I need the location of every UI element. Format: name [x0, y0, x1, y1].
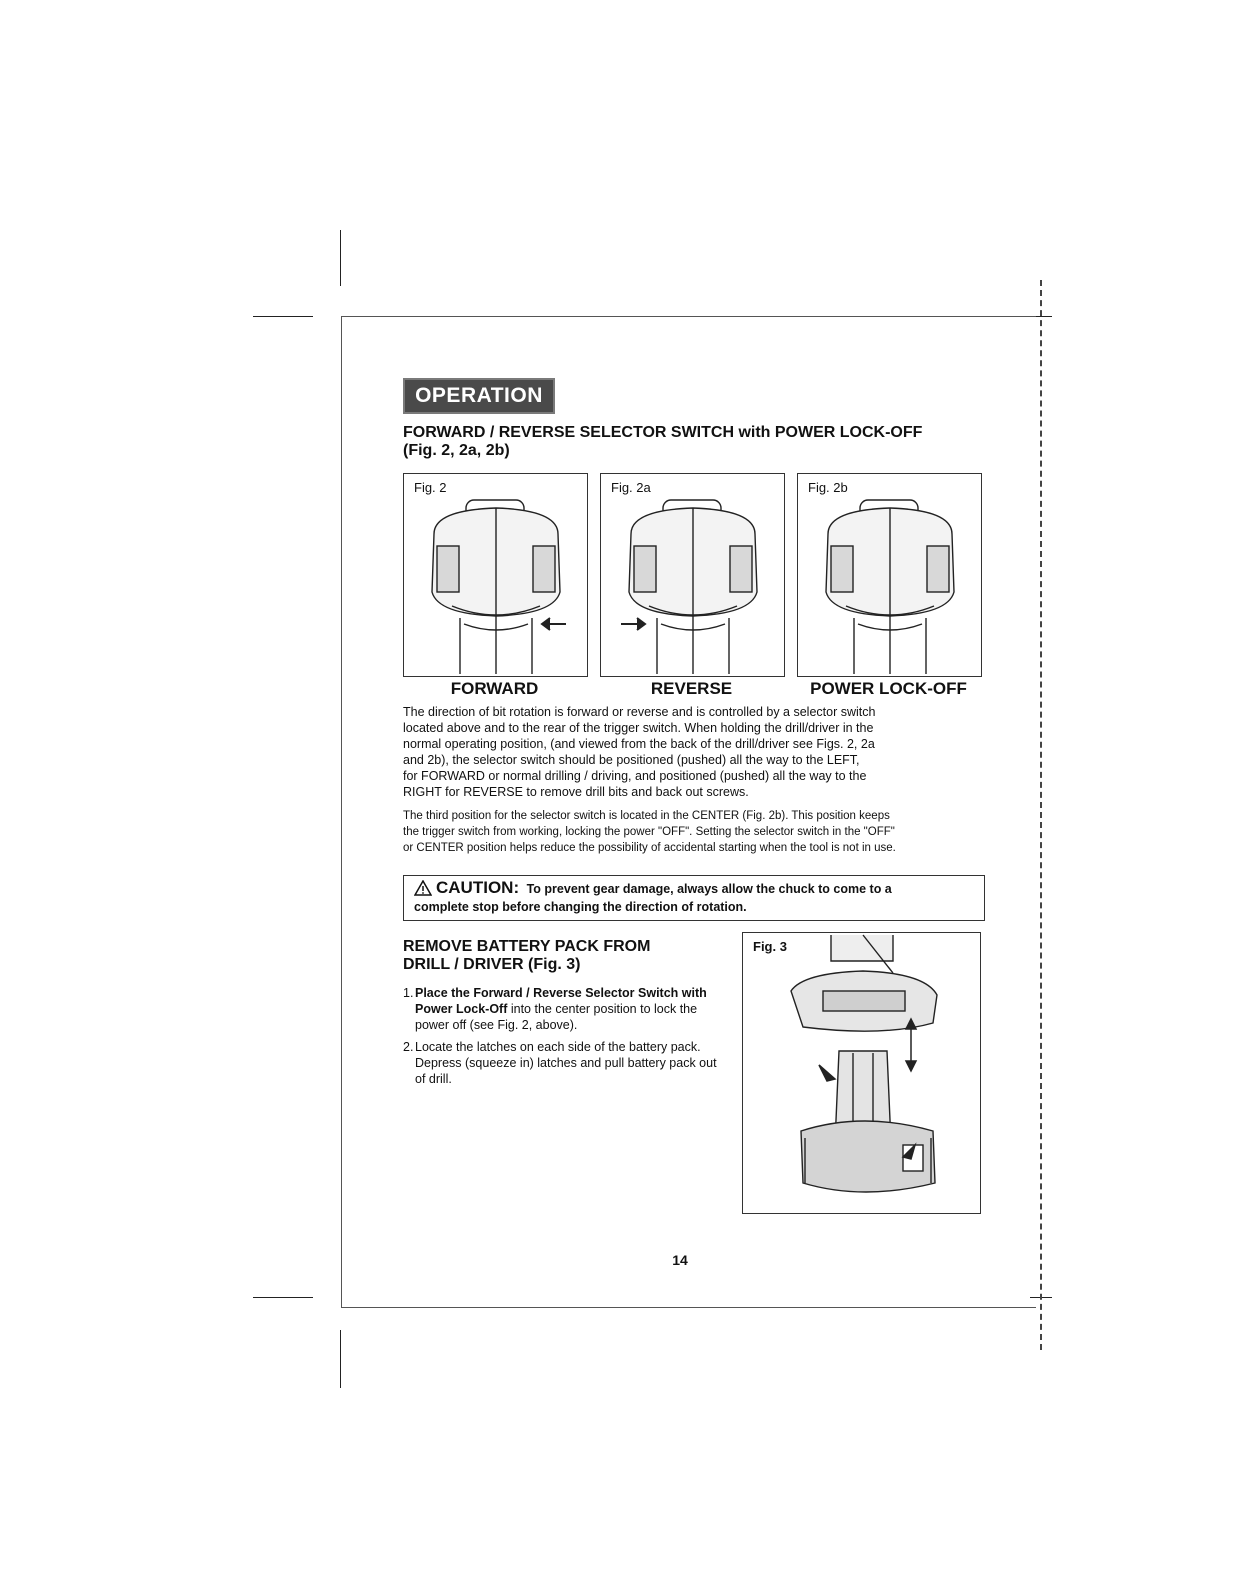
selector-switch-heading-line2: (Fig. 2, 2a, 2b) [403, 442, 510, 459]
fold-line [1040, 280, 1042, 1350]
warning-triangle-icon [414, 880, 432, 896]
step-text-bold: Place the Forward / Reverse Selector Switch with Power Lock-Off [415, 986, 707, 1016]
page-number: 14 [672, 1252, 688, 1268]
text-line: located above and to the rear of the trigger switch. When holding the drill/driver in the [403, 721, 874, 735]
caution-text-line2: complete stop before changing the direction of rotation. [414, 900, 747, 914]
step-number: 2. [403, 1040, 414, 1054]
figure-caption-reverse: REVERSE [650, 679, 733, 698]
figure-power-lock-off [797, 473, 982, 677]
section-title: OPERATION [403, 378, 555, 414]
selector-switch-paragraph-1 [403, 704, 993, 800]
list-item [403, 985, 723, 1033]
figure-label: Fig. 2 [414, 480, 447, 495]
step-text [415, 1039, 720, 1087]
figure-battery-removal [742, 932, 981, 1214]
drill-rear-view-illustration [404, 474, 587, 676]
step-text-rest: Locate the latches on each side of the battery pack. Depress (squeeze in) latches and pull battery pack out of drill. [415, 1040, 717, 1086]
text-line: RIGHT for REVERSE to remove drill bits and back out screws. [403, 785, 749, 799]
drill-rear-view-illustration [601, 474, 784, 676]
figure-reverse [600, 473, 785, 677]
text-line: normal operating position, (and viewed from the back of the drill/driver see Figs. 2, 2a [403, 737, 875, 751]
list-item [403, 1039, 723, 1087]
figure-caption-power-lock-off: POWER LOCK-OFF [810, 679, 967, 698]
text-line: The third position for the selector switch is located in the CENTER (Fig. 2b). This position keeps [403, 810, 890, 822]
step-text [415, 985, 720, 1033]
crop-mark-top-vertical [340, 230, 341, 286]
text-line: or CENTER position helps reduce the possibility of accidental starting when the tool is not in use. [403, 842, 896, 854]
battery-heading-line2: DRILL / DRIVER (Fig. 3) [403, 956, 581, 973]
battery-heading [403, 938, 723, 974]
crop-mark-bottom-vertical [340, 1330, 341, 1388]
figure-forward [403, 473, 588, 677]
text-line: the trigger switch from working, locking the power "OFF". Setting the selector switch in the "OFF" [403, 826, 895, 838]
caution-text-line1: To prevent gear damage, always allow the chuck to come to a [526, 882, 892, 896]
selector-switch-heading-line1: FORWARD / REVERSE SELECTOR SWITCH with POWER LOCK-OFF [403, 424, 923, 441]
text-line: and 2b), the selector switch should be positioned (pushed) all the way to the LEFT, [403, 753, 860, 767]
battery-removal-illustration [743, 933, 980, 1213]
crop-mark-bottom-left-horizontal [253, 1297, 313, 1298]
selector-switch-heading [403, 424, 983, 460]
text-line: for FORWARD or normal drilling / driving, and positioned (pushed) all the way to the [403, 769, 867, 783]
caution-label: CAUTION: [436, 878, 520, 897]
battery-steps [403, 985, 723, 1087]
figure-caption-forward: FORWARD [450, 679, 539, 698]
crop-mark-top-left-horizontal [253, 316, 313, 317]
figure-label: Fig. 2b [808, 480, 848, 495]
figure-label: Fig. 2a [611, 480, 651, 495]
battery-heading-line1: REMOVE BATTERY PACK FROM [403, 938, 651, 955]
step-number: 1. [403, 986, 414, 1000]
figure-label: Fig. 3 [753, 939, 787, 954]
caution-box [403, 875, 985, 921]
drill-rear-view-illustration [798, 474, 981, 676]
step-text-rest: into the center position to lock the power off (see Fig. 2, above). [415, 1002, 698, 1032]
selector-switch-paragraph-2 [403, 808, 1003, 856]
text-line: The direction of bit rotation is forward or reverse and is controlled by a selector switch [403, 705, 876, 719]
